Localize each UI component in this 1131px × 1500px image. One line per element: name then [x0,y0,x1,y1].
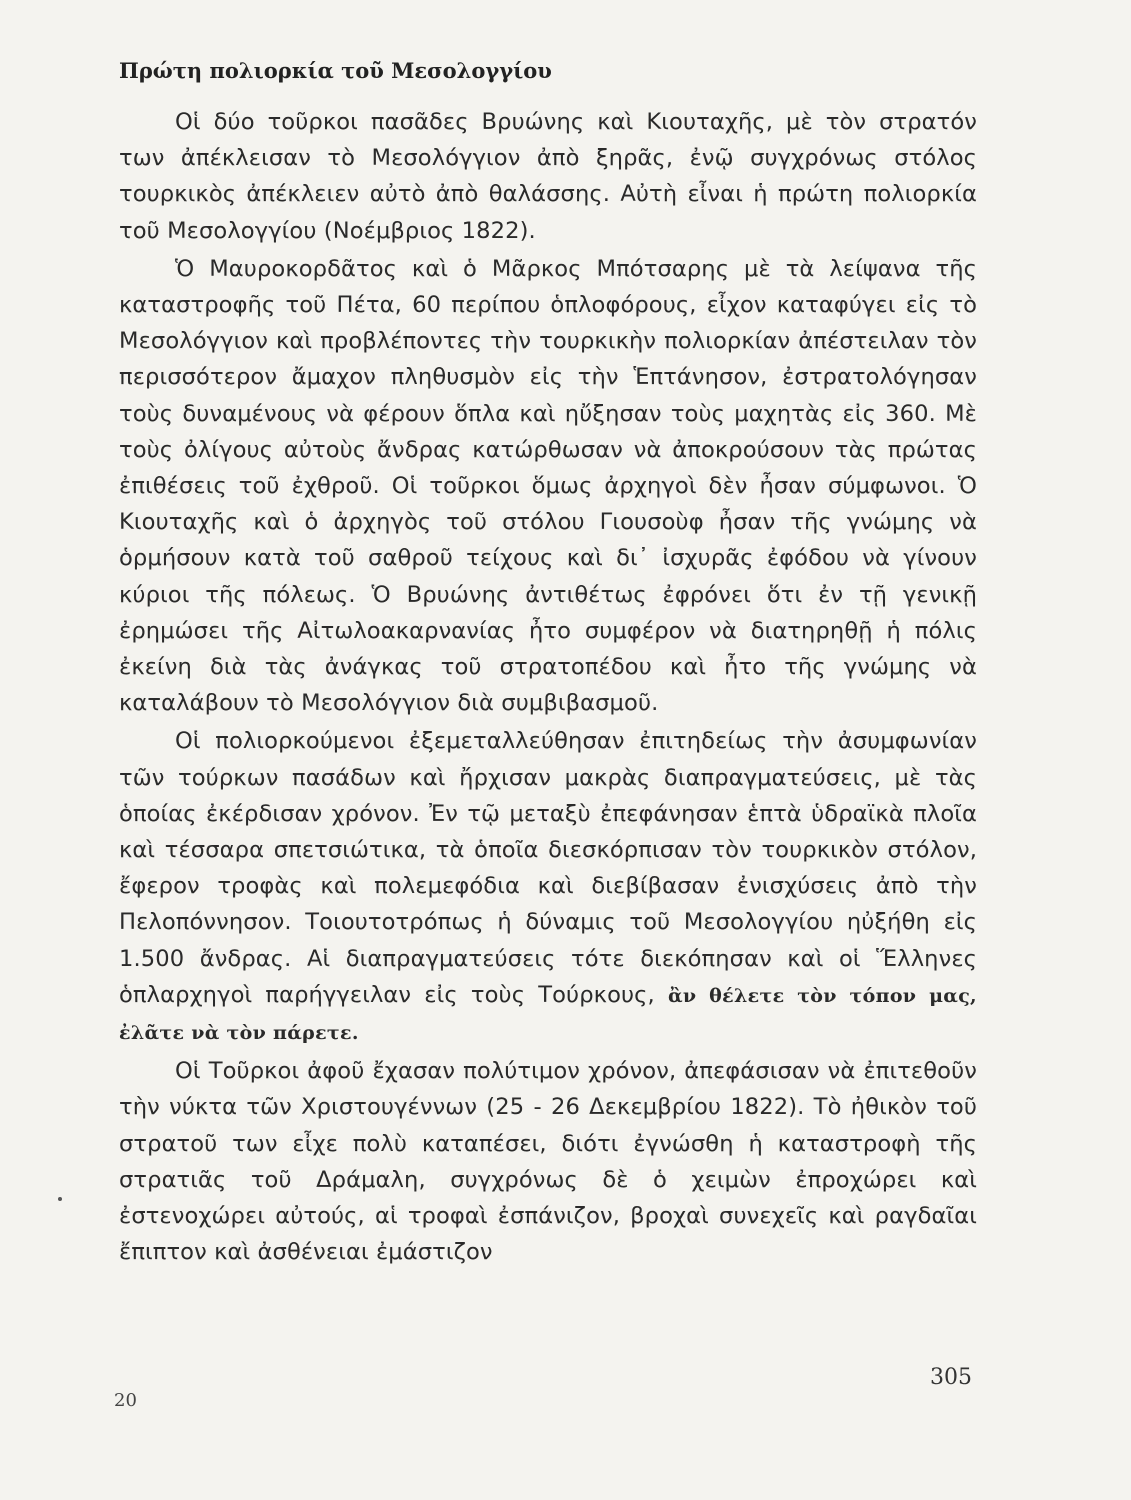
margin-dot [58,1197,62,1201]
paragraph-1: Οἱ δύο τοῦρκοι πασᾶδες Βρυώνης καὶ Κιουταχῆς, μὲ τὸν στρατόν των ἀπέκλεισαν τὸ Μεσολόγγιον ἀπὸ ξηρᾶς, ἐνῷ συγχρόνως στόλος τουρκικὸς ἀπέκλειεν αὐτὸ ἀπὸ θαλάσσης. Αὐτὴ εἶναι ἡ πρώτη πολιορκία τοῦ Μεσολογγίου (Νοέμβριος 1822). [119,109,977,244]
paragraph-3 [119,723,977,1051]
signature-mark: 20 [114,1390,137,1411]
paragraph-3-text: Οἱ πολιορκούμενοι ἐξεμεταλλεύθησαν ἐπιτηδείως τὴν ἀσυμφωνίαν τῶν τούρκων πασάδων καὶ ἤρχισαν μακρὰς διαπραγματεύσεις, μὲ τὰς ὁποίας ἐκέρδισαν χρόνον. Ἐν τῷ μεταξὺ ἐπεφάνησαν ἑπτὰ ὑδραϊκὰ πλοῖα καὶ τέσσαρα σπετσιώτικα, τὰ ὁποῖα διεσκόρπισαν τὸν τουρκικὸν στόλον, ἔφερον τροφὰς καὶ πολεμεφόδια καὶ διεβίβασαν ἐνισχύσεις ἀπὸ τὴν Πελοπόννησον. Τοιουτοτρόπως ἡ δύναμις τοῦ Μεσολογγίου ηὐξήθη εἰς 1.500 ἄνδρας. Αἱ διαπραγματεύσεις τότε διεκόπησαν καὶ οἱ Ἕλληνες ὁπλαρχηγοὶ παρήγγειλαν εἰς τοὺς Τούρκους, [119,728,977,1008]
paragraph-4: Οἱ Τοῦρκοι ἀφοῦ ἔχασαν πολύτιμον χρόνον, ἀπεφάσισαν νὰ ἐπιτεθοῦν τὴν νύκτα τῶν Χριστουγέννων (25 - 26 Δεκεμβρίου 1822). Τὸ ἠθικὸν τοῦ στρατοῦ των εἶχε πολὺ καταπέσει, διότι ἐγνώσθη ἡ καταστροφὴ τῆς στρατιᾶς τοῦ Δράμαλη, συγχρόνως δὲ ὁ χειμὼν ἐπροχώρει καὶ ἐστενοχώρει αὐτούς, αἱ τροφαὶ ἐσπάνιζον, βροχαὶ συνεχεῖς καὶ ραγδαῖαι ἔπιπτον καὶ ἀσθένειαι ἐμάστιζον [119,1058,977,1266]
paragraph-2: Ὁ Μαυροκορδᾶτος καὶ ὁ Μᾶρκος Μπότσαρης μὲ τὰ λείψανα τῆς καταστροφῆς τοῦ Πέτα, 60 περίπου ὁπλοφόρους, εἶχον καταφύγει εἰς τὸ Μεσολόγγιον καὶ προβλέποντες τὴν τουρκικὴν πολιορκίαν ἀπέστειλαν τὸν περισσότερον ἄμαχον πληθυσμὸν εἰς τὴν Ἑπτάνησον, ἐστρατολόγησαν τοὺς δυναμένους νὰ φέρουν ὅπλα καὶ ηὔξησαν τοὺς μαχητὰς εἰς 360. Μὲ τοὺς ὀλίγους αὐτοὺς ἄνδρας κατώρθωσαν νὰ ἀποκρούσουν τὰς πρώτας ἐπιθέσεις τοῦ ἐχθροῦ. Οἱ τοῦρκοι ὅμως ἀρχηγοὶ δὲν ἦσαν σύμφωνοι. Ὁ Κιουταχῆς καὶ ὁ ἀρχηγὸς τοῦ στόλου Γιουσοὺφ ἦσαν τῆς γνώμης νὰ ὁρμήσουν κατὰ τοῦ σαθροῦ τείχους καὶ δι᾽ ἰσχυρᾶς ἐφόδου νὰ γίνουν κύριοι τῆς πόλεως. Ὁ Βρυώνης ἀντιθέτως ἐφρόνει ὅτι ἐν τῇ γενικῇ ἐρημώσει τῆς Αἰτωλοακαρνανίας ἦτο συμφέρον νὰ διατηρηθῇ ἡ πόλις ἐκείνη διὰ τὰς ἀνάγκας τοῦ στρατοπέδου καὶ ἦτο τῆς γνώμης νὰ καταλάβουν τὸ Μεσολόγγιον διὰ συμβιβασμοῦ. [119,255,977,717]
body-text [119,104,977,1273]
section-heading: Πρώτη πολιορκία τοῦ Μεσολογγίου [119,58,552,83]
page-number: 305 [930,1365,972,1390]
emphasized-quote: ἂν θέλετε τὸν τόπον μας, ἐλᾶτε νὰ τὸν πάρετε. [119,984,977,1045]
